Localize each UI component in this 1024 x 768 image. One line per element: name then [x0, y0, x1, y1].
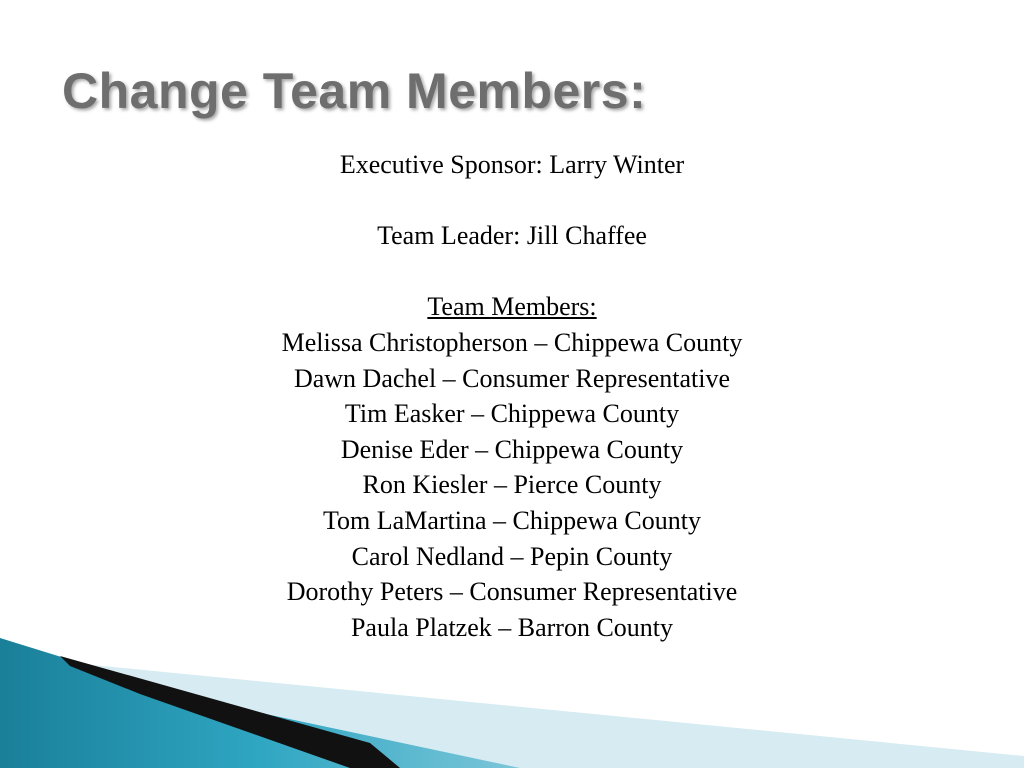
slide-content [0, 147, 1024, 645]
slide-title: Change Team Members: [62, 63, 647, 119]
footer-swoosh-decoration [0, 638, 1024, 768]
team-member: Dorothy Peters – Consumer Representative [286, 577, 738, 607]
team-leader: Team Leader: Jill Chaffee [377, 221, 647, 251]
team-member: Tim Easker – Chippewa County [344, 399, 680, 429]
team-member: Denise Eder – Chippewa County [340, 434, 684, 464]
team-member: Ron Kiesler – Pierce County [362, 470, 662, 500]
team-members-heading: Team Members: [427, 292, 597, 322]
team-member: Melissa Christopherson – Chippewa County [281, 327, 743, 357]
spacer [0, 183, 1024, 219]
spacer [0, 254, 1024, 290]
team-member: Paula Platzek – Barron County [350, 612, 674, 642]
team-member: Tom LaMartina – Chippewa County [322, 505, 701, 535]
team-member: Carol Nedland – Pepin County [351, 541, 673, 571]
executive-sponsor: Executive Sponsor: Larry Winter [339, 150, 685, 179]
team-member: Dawn Dachel – Consumer Representative [293, 363, 731, 393]
